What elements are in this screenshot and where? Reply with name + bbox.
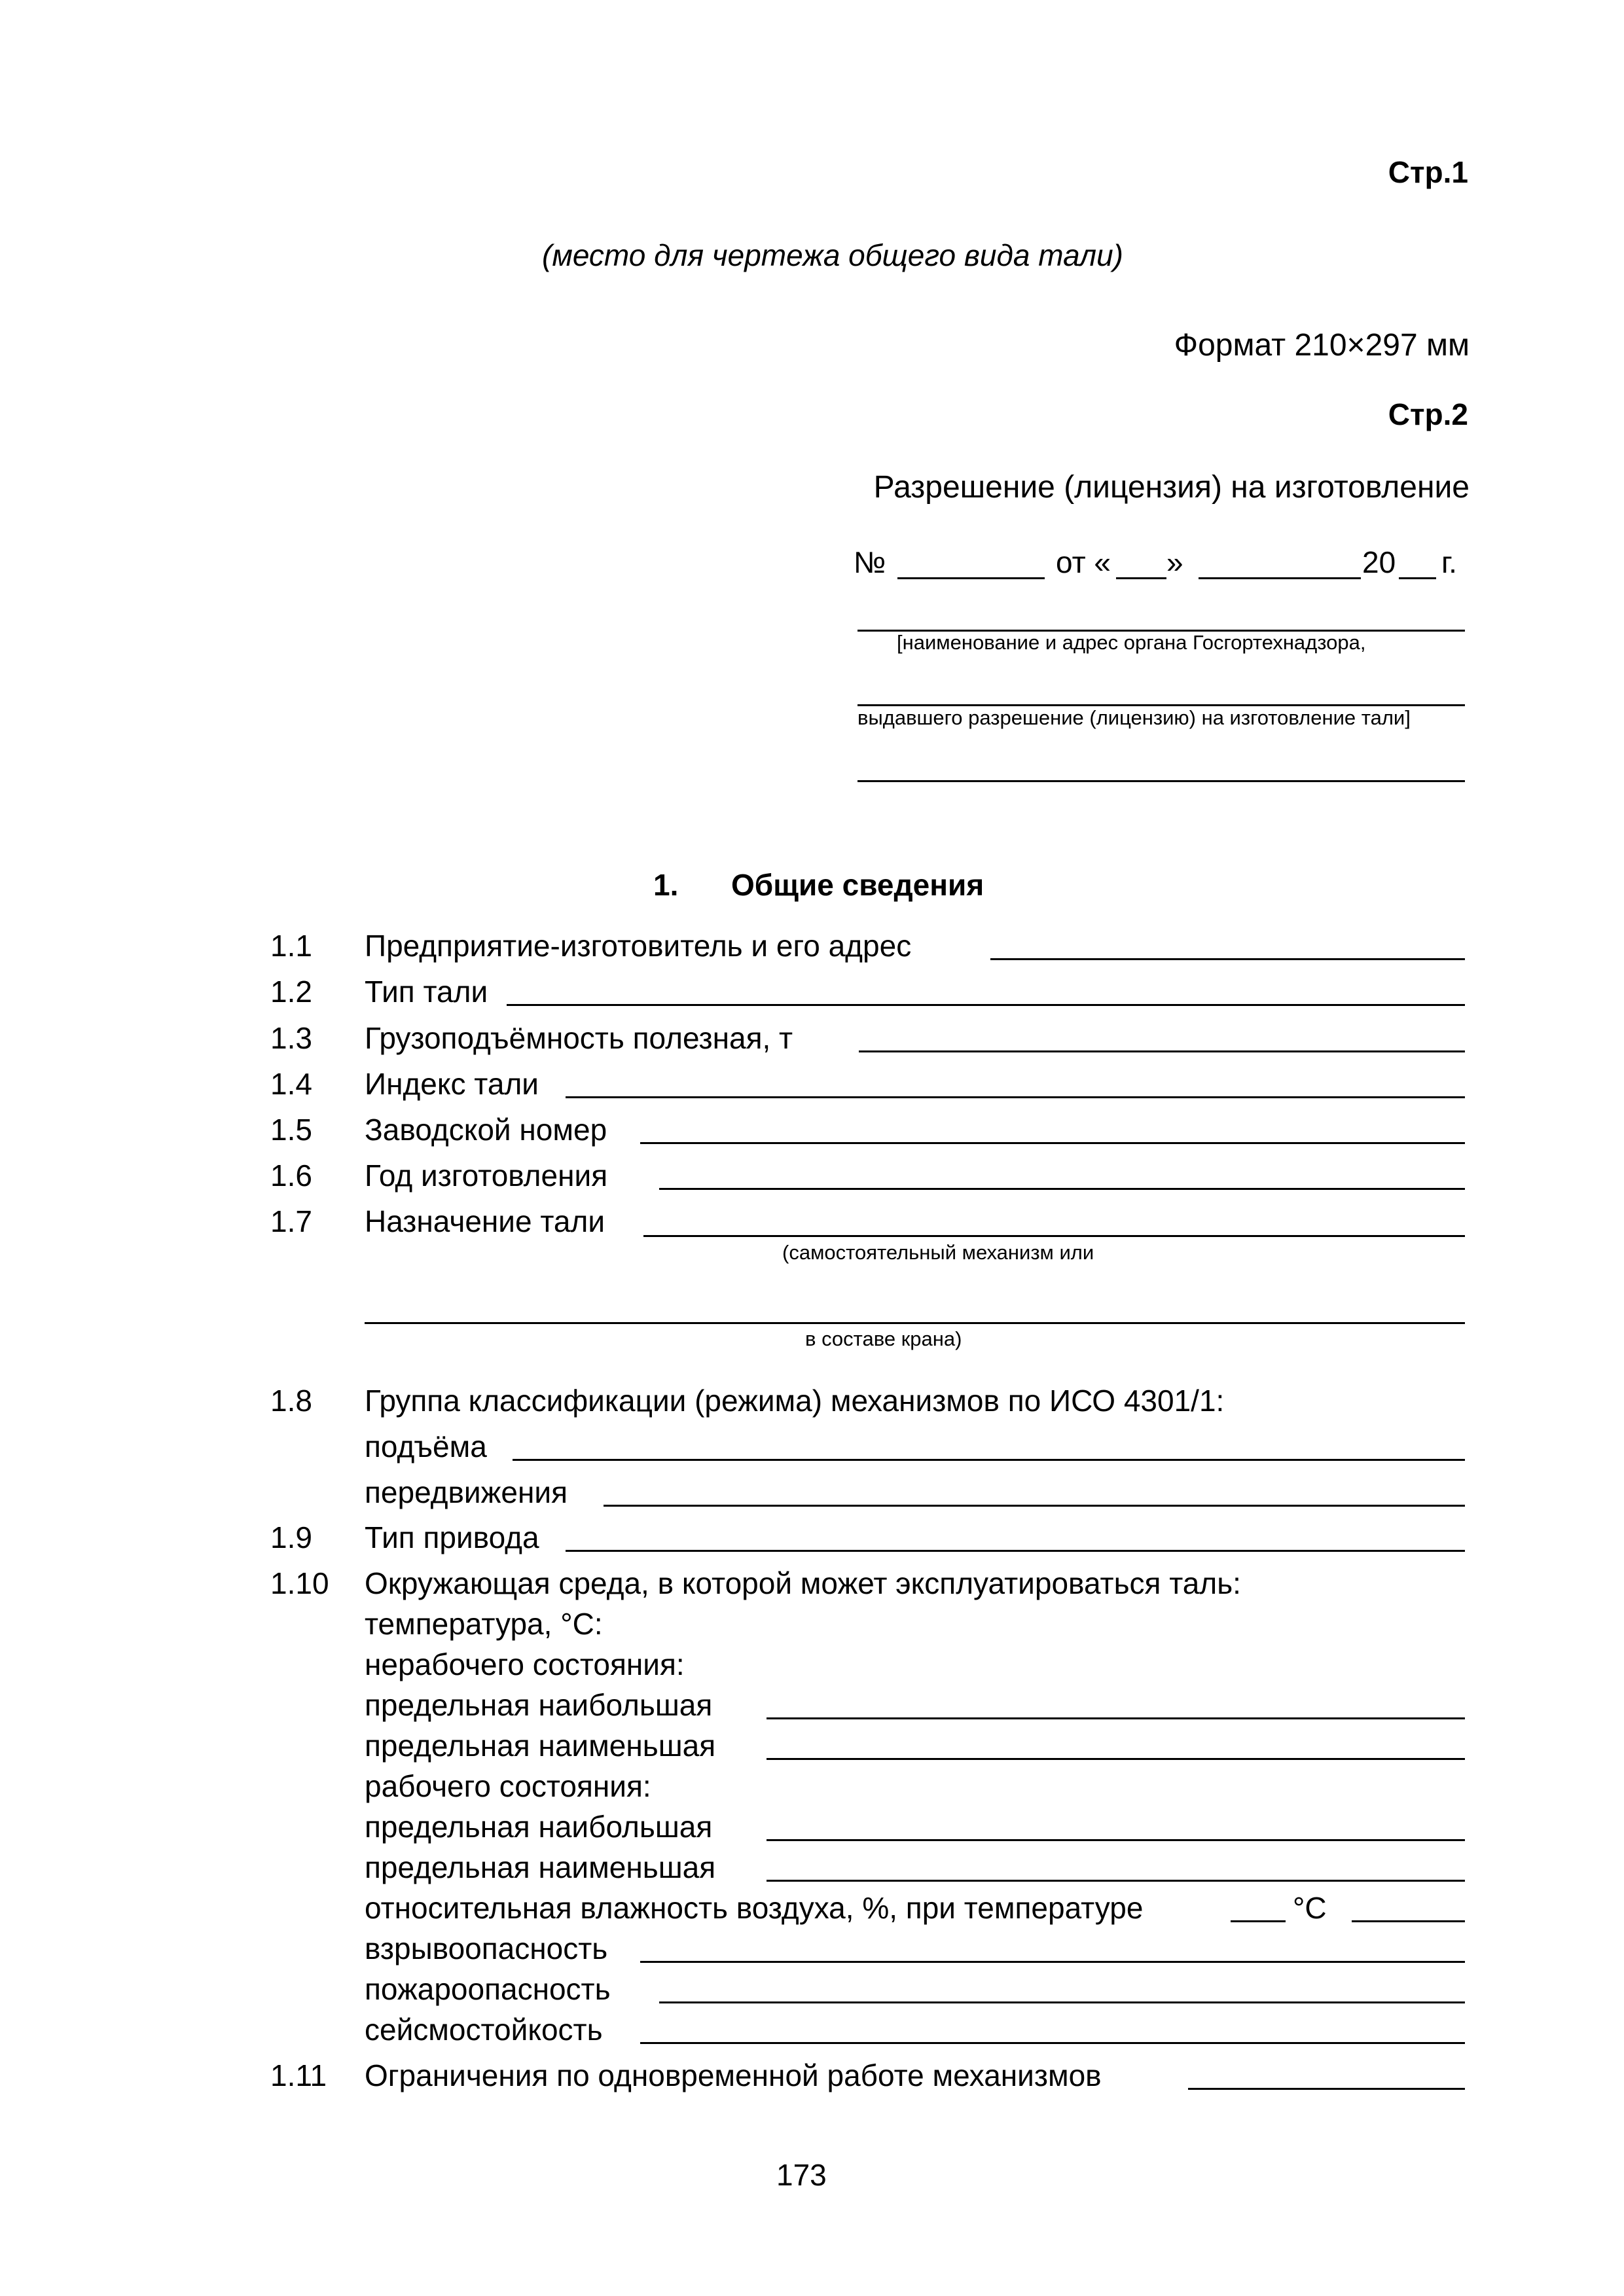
item-number: 1.2 — [270, 975, 312, 1009]
sub-label-humidity: относительная влажность воздуха, %, при температуре — [365, 1891, 1144, 1925]
degree-unit-label: °С — [1293, 1891, 1327, 1925]
permit-year-suffix: г. — [1441, 545, 1457, 579]
manufacturer-field[interactable] — [990, 958, 1465, 960]
item-label-limits: Ограничения по одновременной работе механизмов — [365, 2058, 1102, 2092]
humidity-field[interactable] — [1352, 1920, 1465, 1922]
sub-label-temperature: температура, °С: — [365, 1607, 603, 1641]
page-label-2: Стр.2 — [1388, 397, 1468, 431]
item-number: 1.1 — [270, 929, 312, 963]
permit-title: Разрешение (лицензия) на изготовление — [873, 470, 1470, 505]
purpose-hint-1: (самостоятельный механизм или — [782, 1241, 1094, 1264]
item-number: 1.9 — [270, 1520, 312, 1554]
permit-year-field[interactable] — [1399, 577, 1436, 579]
permit-year-prefix: 20 — [1362, 545, 1396, 579]
permit-month-field[interactable] — [1199, 577, 1361, 579]
page-label-1: Стр.1 — [1388, 155, 1468, 189]
authority-hint-2: выдавшего разрешение (лицензию) на изготовление тали] — [857, 706, 1411, 729]
item-label-purpose: Назначение тали — [365, 1204, 605, 1238]
format-label: Формат 210×297 мм — [1174, 328, 1470, 363]
authority-hint-1: [наименование и адрес органа Госгортехнадзора, — [897, 631, 1366, 654]
item-number: 1.5 — [270, 1113, 312, 1147]
item-number: 1.6 — [270, 1158, 312, 1193]
humidity-temperature-field[interactable] — [1231, 1920, 1286, 1922]
page-number: 173 — [776, 2158, 827, 2192]
item-label-manufacturer: Предприятие-изготовитель и его адрес — [365, 929, 912, 963]
sub-label-work-min: предельная наименьшая — [365, 1850, 716, 1884]
section-title: Общие сведения — [731, 868, 984, 902]
item-label-classification: Группа классификации (режима) механизмов по ИСО 4301/1: — [365, 1384, 1225, 1418]
sub-label-work-max: предельная наибольшая — [365, 1810, 713, 1844]
item-label-year: Год изготовления — [365, 1158, 608, 1193]
fire-field[interactable] — [659, 2001, 1465, 2003]
item-number: 1.3 — [270, 1021, 312, 1055]
drive-type-field[interactable] — [566, 1550, 1465, 1552]
item-number: 1.10 — [270, 1566, 329, 1600]
hoist-type-field[interactable] — [507, 1004, 1465, 1006]
item-label-serial: Заводской номер — [365, 1113, 607, 1147]
sub-label-seismic: сейсмостойкость — [365, 2013, 603, 2047]
item-label-index: Индекс тали — [365, 1067, 539, 1101]
drawing-placeholder-note: (место для чертежа общего вида тали) — [542, 238, 1123, 272]
sub-label-working: рабочего состояния: — [365, 1769, 651, 1803]
sub-label-nonwork-max: предельная наибольшая — [365, 1688, 713, 1722]
purpose-field-2[interactable] — [365, 1322, 1465, 1324]
limits-field[interactable] — [1188, 2088, 1465, 2090]
explosion-field[interactable] — [640, 1961, 1465, 1963]
item-label-environment: Окружающая среда, в которой может эксплуатироваться таль: — [365, 1566, 1241, 1600]
manufacture-year-field[interactable] — [659, 1188, 1465, 1190]
nonwork-max-field[interactable] — [767, 1717, 1465, 1719]
item-label-hoist-type: Тип тали — [365, 975, 488, 1009]
travel-group-field[interactable] — [604, 1505, 1465, 1507]
item-number: 1.7 — [270, 1204, 312, 1238]
serial-number-field[interactable] — [640, 1142, 1465, 1144]
permit-quote-close: » — [1166, 545, 1183, 579]
purpose-hint-2: в составе крана) — [805, 1327, 962, 1350]
section-number: 1. — [653, 868, 679, 902]
item-number: 1.8 — [270, 1384, 312, 1418]
item-label-drive: Тип привода — [365, 1520, 539, 1554]
permit-day-field[interactable] — [1116, 577, 1166, 579]
sub-label-fire: пожароопасность — [365, 1972, 611, 2006]
sub-label-nonworking: нерабочего состояния: — [365, 1647, 685, 1681]
permit-number-field[interactable] — [897, 577, 1045, 579]
item-number: 1.4 — [270, 1067, 312, 1101]
sub-label-explosion: взрывоопасность — [365, 1931, 608, 1965]
work-min-field[interactable] — [767, 1880, 1465, 1882]
authority-line-3[interactable] — [857, 780, 1465, 782]
work-max-field[interactable] — [767, 1839, 1465, 1841]
seismic-field[interactable] — [640, 2042, 1465, 2044]
permit-no-symbol: № — [854, 545, 886, 579]
lifting-group-field[interactable] — [513, 1459, 1465, 1461]
item-label-capacity: Грузоподъёмность полезная, т — [365, 1021, 793, 1055]
sub-label-nonwork-min: предельная наименьшая — [365, 1729, 716, 1763]
capacity-field[interactable] — [859, 1050, 1465, 1052]
index-field[interactable] — [566, 1096, 1465, 1098]
nonwork-min-field[interactable] — [767, 1758, 1465, 1760]
sub-label-lifting: подъёма — [365, 1429, 487, 1463]
sub-label-travel: передвижения — [365, 1475, 568, 1509]
purpose-field[interactable] — [643, 1235, 1465, 1237]
permit-from-label: от « — [1056, 545, 1111, 579]
item-number: 1.11 — [270, 2058, 327, 2092]
